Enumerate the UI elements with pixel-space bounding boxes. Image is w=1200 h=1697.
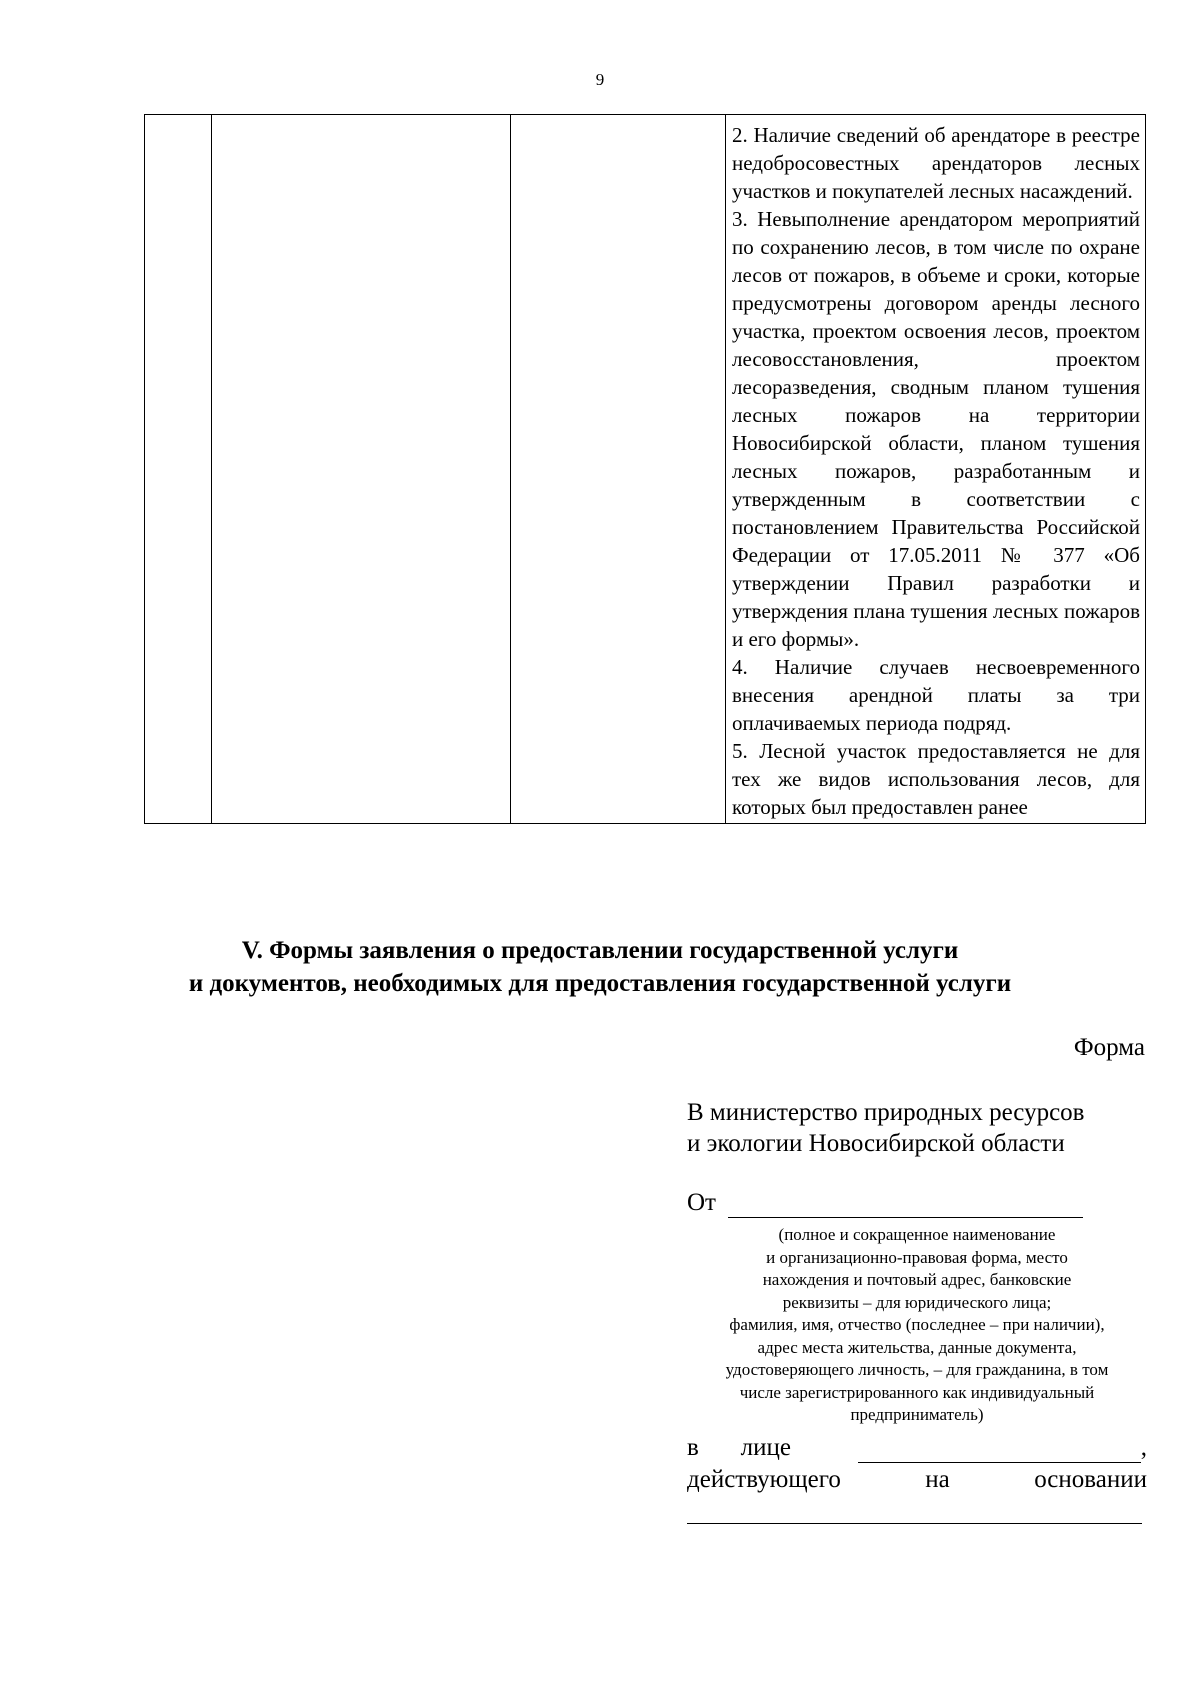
ground-item-2: 2. Наличие сведений об арендаторе в реестре недобросовестных арендаторов лесных участков и покупателей лесных насаждений. <box>732 123 1140 203</box>
addressee-line-1: В министерство природных ресурсов <box>687 1099 1085 1126</box>
table-row <box>145 115 1146 824</box>
representative-blank-field[interactable] <box>858 1438 1141 1463</box>
page-number: 9 <box>595 70 605 89</box>
table-cell-number <box>145 115 212 824</box>
section-heading <box>100 934 1100 1000</box>
addressee-line-2: и экологии Новосибирской области <box>687 1130 1065 1157</box>
representative-word-v: в <box>687 1434 699 1461</box>
basis-blank-field[interactable] <box>687 1523 1142 1524</box>
representative-comma: , <box>1140 1434 1147 1461</box>
ground-item-3: 3. Невыполнение арендатором мероприятий по сохранению лесов, в том числе по охране лесов от пожаров, в объеме и сроки, которые предусмотрены договором аренды лесного участка, проектом освоения лесов, проектом лесовосстановления, проектом лесоразведения, сводным планом тушения лесных пожаров на территории Новосибирской области, планом тушения лесных пожаров, разработанным и утвержденным в соответствии с постановлением Правительства Российской Федерации от 17.05.2011 № 377 «Об утверждении Правил разработки и утверждения плана тушения лесных пожаров и его формы». <box>732 207 1140 651</box>
from-label: От <box>687 1189 716 1216</box>
from-hint-line: (полное и сокращенное наименование <box>778 1225 1056 1244</box>
representative-line <box>687 1433 1147 1463</box>
section-heading-line-2: и документов, необходимых для предоставления государственной услуги <box>188 970 1012 997</box>
from-hint <box>686 1224 1148 1427</box>
representative-word-litse: лице <box>740 1434 791 1461</box>
from-hint-line: и организационно-правовая форма, место <box>766 1247 1068 1267</box>
from-hint-line: реквизиты – для юридического лица; <box>782 1292 1052 1312</box>
from-hint-line: адрес места жительства, данные документа, <box>757 1337 1077 1357</box>
basis-word-2: на <box>925 1466 950 1493</box>
from-hint-line: нахождения и почтовый адрес, банковские <box>762 1270 1072 1289</box>
table-cell-name <box>212 115 511 824</box>
table-cell-grounds <box>726 115 1146 824</box>
form-label: Форма <box>1073 1034 1145 1061</box>
from-hint-line: удостоверяющего личность, – для гражданина, в том <box>725 1360 1109 1379</box>
basis-line <box>687 1465 1147 1495</box>
from-hint-line: фамилия, имя, отчество (последнее – при наличии), <box>729 1315 1105 1334</box>
basis-word-1: действующего <box>687 1466 841 1493</box>
ground-item-4: 4. Наличие случаев несвоевременного внесения арендной платы за три оплачиваемых периода подряд. <box>732 655 1140 735</box>
grounds-table <box>144 114 1146 824</box>
ground-item-5: 5. Лесной участок предоставляется не для тех же видов использования лесов, для которых был предоставлен ранее <box>732 739 1140 819</box>
addressee <box>687 1097 1147 1159</box>
from-hint-line: предприниматель) <box>850 1405 984 1424</box>
from-line <box>687 1188 1087 1218</box>
section-heading-line-1: V. Формы заявления о предоставлении государственной услуги <box>241 937 959 964</box>
basis-word-3: основании <box>1034 1466 1147 1493</box>
table-cell-type <box>511 115 726 824</box>
from-hint-line: числе зарегистрированного как индивидуальный <box>739 1382 1095 1402</box>
from-blank-field[interactable] <box>728 1193 1083 1218</box>
